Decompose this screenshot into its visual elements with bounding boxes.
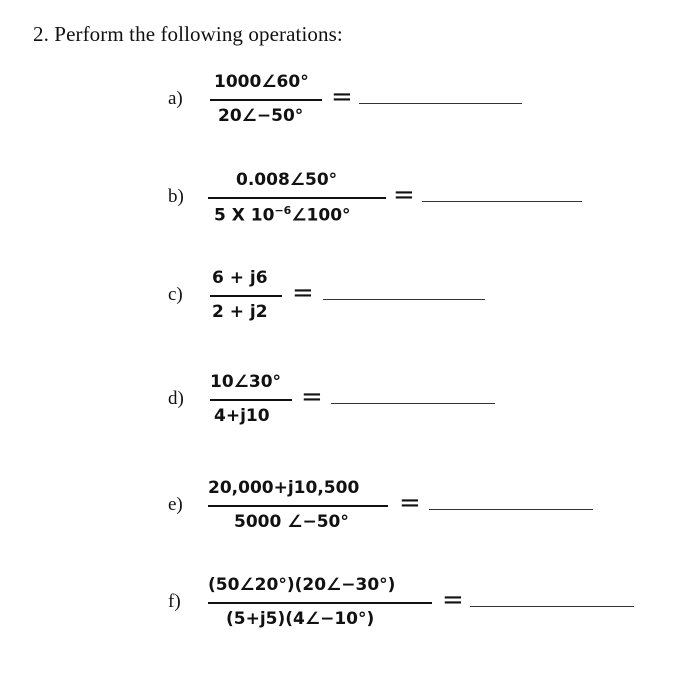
denominator: 20∠−50°: [218, 106, 304, 126]
denominator: (5+j5)(4∠−10°): [226, 609, 375, 629]
problem-label: e): [168, 494, 183, 515]
exponent: −6: [274, 204, 292, 217]
problem-b: [168, 170, 598, 230]
problem-label: d): [168, 388, 184, 409]
numerator: 20,000+j10,500: [208, 478, 360, 498]
equals-sign: =: [442, 585, 464, 615]
denominator: 4+j10: [214, 406, 270, 426]
numerator: 6 + j6: [212, 268, 268, 288]
denominator-base: 5 X 10: [214, 205, 275, 226]
numerator: 10∠30°: [210, 372, 282, 392]
problem-label: c): [168, 284, 183, 305]
answer-blank[interactable]: [429, 509, 593, 510]
answer-blank[interactable]: [422, 201, 582, 202]
equals-sign: =: [399, 488, 421, 518]
answer-blank[interactable]: [331, 403, 495, 404]
fraction-bar: [210, 99, 322, 101]
equals-sign: =: [331, 82, 353, 112]
problem-label: f): [168, 591, 181, 612]
question-title: 2. Perform the following operations:: [33, 22, 343, 46]
denominator: 2 + j2: [212, 302, 268, 322]
denominator-angle: ∠100°: [291, 205, 351, 226]
problem-c: [168, 268, 498, 328]
fraction-bar: [210, 399, 292, 401]
fraction-bar: [208, 505, 388, 507]
problem-a: [168, 72, 548, 132]
equals-sign: =: [301, 382, 323, 412]
fraction-bar: [208, 602, 432, 604]
problem-d: [168, 372, 508, 432]
equals-sign: =: [292, 278, 314, 308]
problem-label: b): [168, 186, 184, 207]
problem-label: a): [168, 88, 183, 109]
denominator: 5000 ∠−50°: [234, 512, 349, 532]
fraction-bar: [208, 197, 386, 199]
denominator: [214, 204, 351, 226]
answer-blank[interactable]: [323, 299, 485, 300]
problem-e: [168, 478, 608, 538]
numerator: 0.008∠50°: [236, 170, 338, 190]
problem-f: [168, 575, 638, 635]
equals-sign: =: [393, 180, 415, 210]
numerator: (50∠20°)(20∠−30°): [208, 575, 396, 595]
fraction-bar: [210, 295, 282, 297]
answer-blank[interactable]: [470, 606, 634, 607]
answer-blank[interactable]: [359, 103, 522, 104]
numerator: 1000∠60°: [214, 72, 309, 92]
